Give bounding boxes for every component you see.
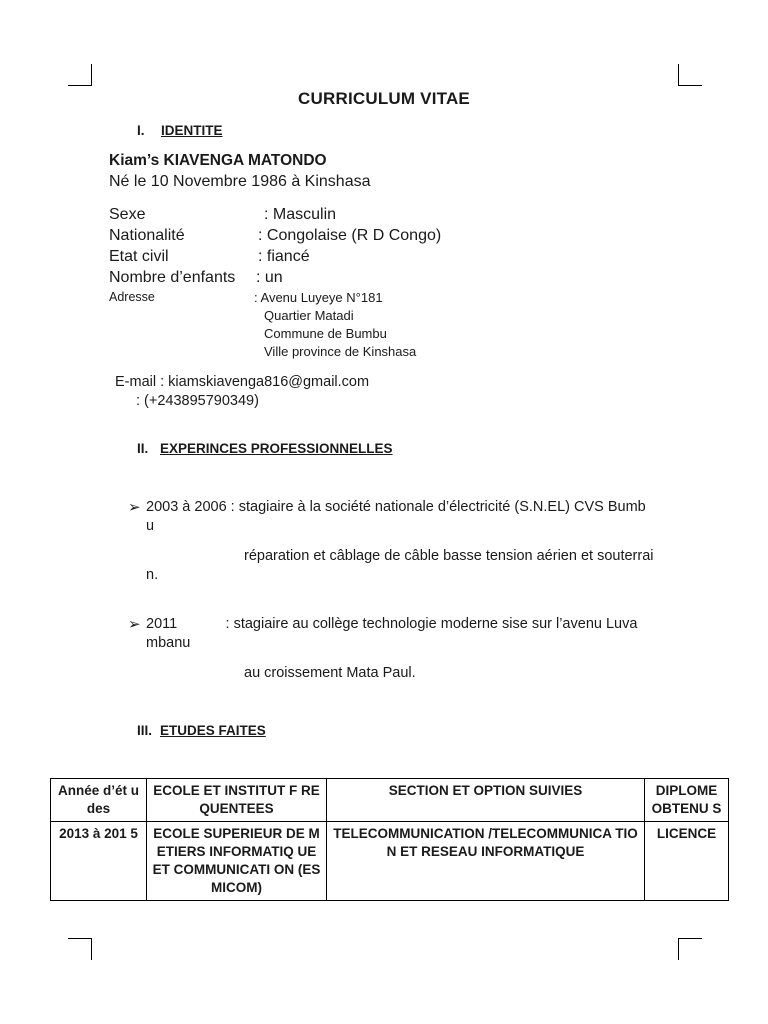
crop-mark-bottom-right — [678, 938, 702, 960]
crop-mark-bottom-left — [68, 938, 92, 960]
arrow-bullet-icon: ➢ — [128, 616, 141, 633]
section-heading-identite: IDENTITE — [161, 123, 223, 138]
column-header: Année d’ét udes — [51, 779, 147, 822]
experience-line: mbanu — [146, 635, 191, 651]
field-label-nationalite: Nationalité — [109, 227, 185, 244]
experience-line: n. — [146, 567, 159, 583]
field-value-nationalite: : Congolaise (R D Congo) — [258, 227, 442, 244]
table-row — [51, 822, 729, 901]
arrow-bullet-icon: ➢ — [128, 499, 141, 516]
document-title: CURRICULUM VITAE — [298, 89, 470, 108]
studies-table — [50, 778, 729, 901]
table-cell: 2013 à 201 5 — [51, 822, 147, 901]
address-line: Quartier Matadi — [264, 308, 354, 323]
address-line: Commune de Bumbu — [264, 326, 387, 341]
field-value-sexe: : Masculin — [264, 206, 337, 223]
field-value-enfants: : un — [256, 269, 283, 286]
birth-info: Né le 10 Novembre 1986 à Kinshasa — [109, 173, 371, 190]
table-cell: TELECOMMUNICATION /TELECOMMUNICA TION ET RESEAU INFORMATIQUE — [327, 822, 645, 901]
crop-mark-top-right — [678, 64, 702, 86]
address-label: Adresse — [109, 290, 155, 304]
field-label-etat-civil: Etat civil — [109, 248, 169, 265]
address-line: Ville province de Kinshasa — [264, 344, 417, 359]
section-number-etudes: III. — [137, 723, 153, 738]
column-header: DIPLOME OBTENU S — [645, 779, 729, 822]
experience-line: 2011 : stagiaire au collège technologie moderne sise sur l’avenu Luva — [146, 616, 638, 632]
section-number-experiences: II. — [137, 441, 149, 456]
address-line: : Avenu Luyeye N°181 — [254, 290, 383, 305]
column-header: SECTION ET OPTION SUIVIES — [327, 779, 645, 822]
field-value-etat-civil: : fiancé — [258, 248, 310, 265]
section-number-identite: I. — [137, 123, 145, 138]
experience-line: au croissement Mata Paul. — [244, 665, 416, 681]
column-header: ECOLE ET INSTITUT F REQUENTEES — [147, 779, 327, 822]
table-cell: LICENCE — [645, 822, 729, 901]
person-name: Kiam’s KIAVENGA MATONDO — [109, 152, 327, 169]
field-label-sexe: Sexe — [109, 206, 146, 223]
field-label-enfants: Nombre d’enfants — [109, 269, 236, 286]
experience-line: réparation et câblage de câble basse tension aérien et souterrai — [244, 548, 654, 564]
section-heading-experiences: EXPERINCES PROFESSIONNELLES — [160, 441, 393, 456]
email-line: E-mail : kiamskiavenga816@gmail.com — [115, 374, 370, 390]
phone-line: : (+243895790349) — [136, 393, 259, 409]
experience-line: u — [146, 518, 155, 534]
table-cell: ECOLE SUPERIEUR DE METIERS INFORMATIQ UE ET COMMUNICATI ON (ESMICOM) — [147, 822, 327, 901]
section-heading-etudes: ETUDES FAITES — [160, 723, 266, 738]
table-header-row — [51, 779, 729, 822]
experience-line: 2003 à 2006 : stagiaire à la société nationale d’électricité (S.N.EL) CVS Bumb — [146, 499, 646, 515]
crop-mark-top-left — [68, 64, 92, 86]
